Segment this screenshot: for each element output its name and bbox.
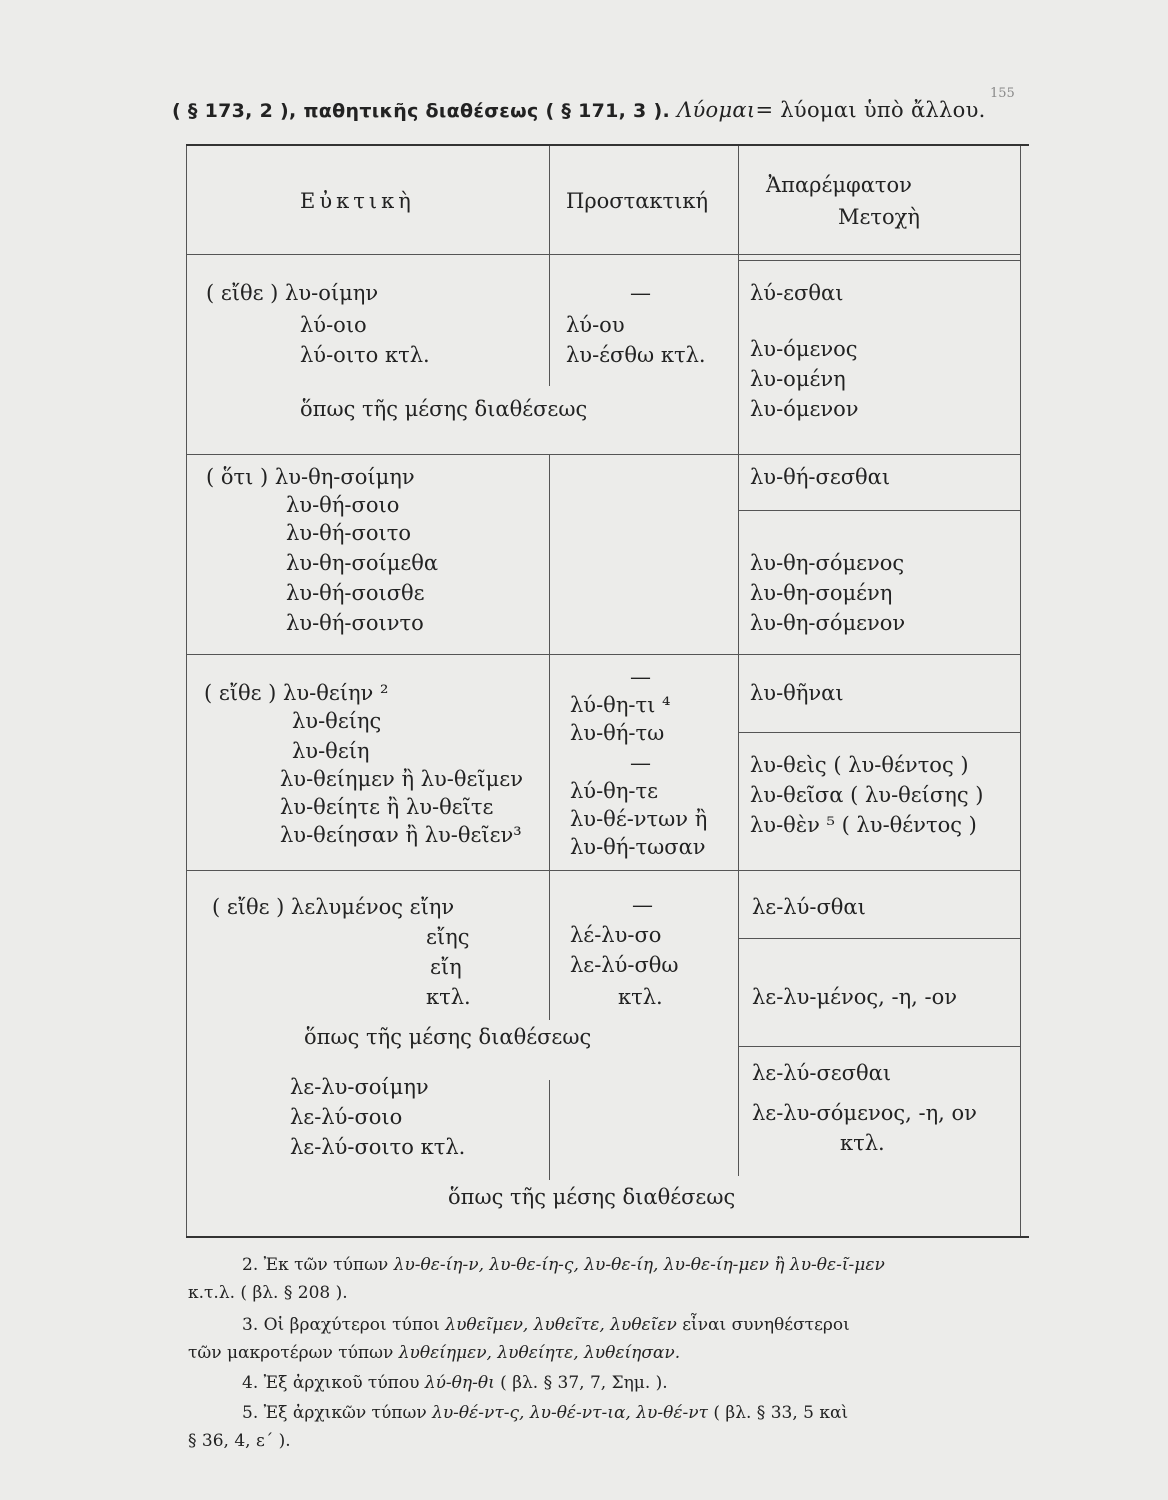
footnote-5 [188, 1400, 1034, 1426]
s2-opt-6: λυ-θή-σοιντο [286, 611, 424, 635]
section-rule-3b [738, 938, 1021, 939]
s3-part-3: λυ-θὲν ⁵ ( λυ-θέντος ) [750, 813, 977, 837]
footnote-3-tail: εἶναι συνηθέστεροι [682, 1315, 850, 1335]
section-rule-2b [738, 732, 1021, 733]
s4-imp-3: λε-λύ-σθω [570, 953, 679, 977]
col-header-participle: Μετοχὴ [838, 205, 920, 229]
s3-opt-3: λυ-θείη [292, 739, 370, 763]
col-divider-1a [549, 146, 550, 386]
s2-part-3: λυ-θη-σόμενον [750, 611, 906, 635]
s4-imp-4: κτλ. [618, 985, 663, 1009]
s3-opt-6: λυ-θείησαν ἢ λυ-θεῖεν³ [280, 823, 522, 847]
table-top-rule [186, 144, 1029, 146]
page-header [172, 98, 1034, 122]
s1-part-1: λυ-όμενος [750, 337, 858, 361]
footnote-2-cont: κ.τ.λ. ( βλ. § 208 ). [188, 1283, 348, 1303]
s1-part-2: λυ-ομένη [750, 367, 846, 391]
footnote-2-lead: 2. Ἐκ τῶν τύπων [242, 1255, 389, 1275]
s1-note: ὅπως τῆς μέσης διαθέσεως [300, 397, 588, 421]
s2-opt-5: λυ-θή-σοισθε [286, 581, 425, 605]
s3-part-1: λυ-θεὶς ( λυ-θέντος ) [750, 753, 969, 777]
header-row-rule [186, 254, 1021, 255]
footnote-3-forms: λυθεῖμεν, λυθεῖτε, λυθεῖεν [445, 1315, 677, 1335]
s1-imp-3: λυ-έσθω κτλ. [566, 343, 706, 367]
footnote-3-lead-2: τῶν μακροτέρων τύπων [188, 1343, 394, 1363]
col-divider-1b [549, 454, 550, 1020]
footnote-4 [188, 1370, 1034, 1396]
footnote-5-ref: ( βλ. § 33, 5 καὶ [713, 1403, 849, 1423]
s1-part-3: λυ-όμενον [750, 397, 859, 421]
s2-opt-1: ( ὅτι ) λυ-θη-σοίμην [206, 465, 415, 489]
s2-part-2: λυ-θη-σομένη [750, 581, 893, 605]
footnote-3-lead: 3. Οἱ βραχύτεροι τύποι [242, 1315, 440, 1335]
table-left-border [186, 146, 187, 1236]
s5-part: λε-λυ-σόμενος, -η, ον [752, 1101, 977, 1125]
footnote-2 [188, 1252, 1034, 1278]
section-rule-1 [186, 454, 1021, 455]
s5-part-2: κτλ. [840, 1131, 885, 1155]
s5-opt-1: λε-λυ-σοίμην [290, 1075, 429, 1099]
s4-note: ὅπως τῆς μέσης διαθέσεως [304, 1025, 592, 1049]
section-rule-1b [738, 510, 1021, 511]
s3-part-2: λυ-θεῖσα ( λυ-θείσης ) [750, 783, 984, 807]
footnote-4-lead: 4. Ἐξ ἀρχικοῦ τύπου [242, 1373, 420, 1393]
header-tail: = λύομαι ὑπὸ ἄλλου. [755, 98, 986, 122]
s1-imp-2: λύ-ου [566, 313, 625, 337]
s3-imp-5: λύ-θη-τε [570, 779, 658, 803]
s4-opt-4: κτλ. [426, 985, 471, 1009]
s1-opt-2: λύ-οιο [300, 313, 367, 337]
footnote-5-forms: λυ-θέ-ντ-ς, λυ-θέ-ντ-ια, λυ-θέ-ντ [432, 1403, 708, 1423]
s1-opt-3: λύ-οιτο κτλ. [300, 343, 430, 367]
footnote-2-forms: λυ-θε-ίη-ν, λυ-θε-ίη-ς, λυ-θε-ίη, λυ-θε-ίη-μεν ἢ λυ-θε-ῖ-μεν [393, 1255, 885, 1275]
footnote-3-forms-2: λυθείημεν, λυθείητε, λυθείησαν. [398, 1343, 681, 1363]
s4-opt-1: ( εἴθε ) λελυμένος εἴην [212, 895, 455, 919]
header-row-rule-2 [738, 260, 1021, 261]
s3-imp-3: λυ-θή-τω [570, 721, 665, 745]
col-header-optative: Εὐκτικὴ [300, 189, 415, 213]
footnote-3-cont [188, 1340, 1034, 1366]
s2-inf: λυ-θή-σεσθαι [750, 465, 891, 489]
s4-imp-2: λέ-λυ-σο [570, 923, 662, 947]
s3-imp-6: λυ-θέ-ντων ἢ [570, 807, 708, 831]
col-divider-2 [738, 146, 739, 1176]
s3-opt-2: λυ-θείης [292, 709, 382, 733]
s3-opt-4: λυ-θείημεν ἢ λυ-θεῖμεν [280, 767, 523, 791]
footnote-5-cont: § 36, 4, ε΄ ). [188, 1431, 291, 1451]
s3-imp-4: — [630, 751, 651, 775]
s1-inf: λύ-εσθαι [750, 281, 844, 305]
s3-inf: λυ-θῆναι [750, 681, 844, 705]
s5-inf: λε-λύ-σεσθαι [752, 1061, 892, 1085]
s3-imp-7: λυ-θή-τωσαν [570, 835, 706, 859]
section-rule-4 [738, 1046, 1021, 1047]
s3-opt-1: ( εἴθε ) λυ-θείην ² [204, 681, 389, 705]
s1-opt-1: ( εἴθε ) λυ-οίμην [206, 281, 379, 305]
s4-inf: λε-λύ-σθαι [752, 895, 866, 919]
s3-imp-2: λύ-θη-τι ⁴ [570, 693, 671, 717]
s5-note: ὅπως τῆς μέσης διαθέσεως [448, 1185, 736, 1209]
s1-imp-1: — [630, 281, 651, 305]
s2-opt-2: λυ-θή-σοιο [286, 493, 400, 517]
col-header-infinitive: Ἀπαρέμφατον [766, 173, 912, 197]
s5-opt-2: λε-λύ-σοιο [290, 1105, 403, 1129]
footnote-3 [188, 1312, 1034, 1338]
page-number: 155 [990, 86, 1015, 101]
s4-opt-2: εἴης [426, 925, 470, 949]
s3-opt-5: λυ-θείητε ἢ λυ-θεῖτε [280, 795, 494, 819]
section-rule-3 [186, 870, 1021, 871]
header-lead: ( § 173, 2 ), παθητικῆς διαθέσεως ( § 171, 3 ). [172, 100, 670, 122]
footnote-5-lead: 5. Ἐξ ἀρχικῶν τύπων [242, 1403, 427, 1423]
footnote-4-form: λύ-θη-θι [424, 1373, 495, 1393]
s4-imp-1: — [632, 893, 653, 917]
header-italic: Λύομαι [676, 98, 756, 122]
footnote-4-ref: ( βλ. § 37, 7, Σημ. ). [500, 1373, 668, 1393]
col-divider-1c [549, 1080, 550, 1180]
s2-opt-3: λυ-θή-σοιτο [286, 521, 411, 545]
s2-part-1: λυ-θη-σόμενος [750, 551, 905, 575]
table-bottom-rule [186, 1236, 1029, 1238]
s5-opt-3: λε-λύ-σοιτο κτλ. [290, 1135, 466, 1159]
col-header-imperative: Προστακτική [566, 189, 709, 213]
section-rule-2 [186, 654, 1021, 655]
s4-opt-3: εἴη [430, 955, 462, 979]
s4-part: λε-λυ-μένος, -η, -ον [752, 985, 958, 1009]
s3-imp-1: — [630, 665, 651, 689]
s2-opt-4: λυ-θη-σοίμεθα [286, 551, 439, 575]
table-right-border [1020, 146, 1021, 1236]
